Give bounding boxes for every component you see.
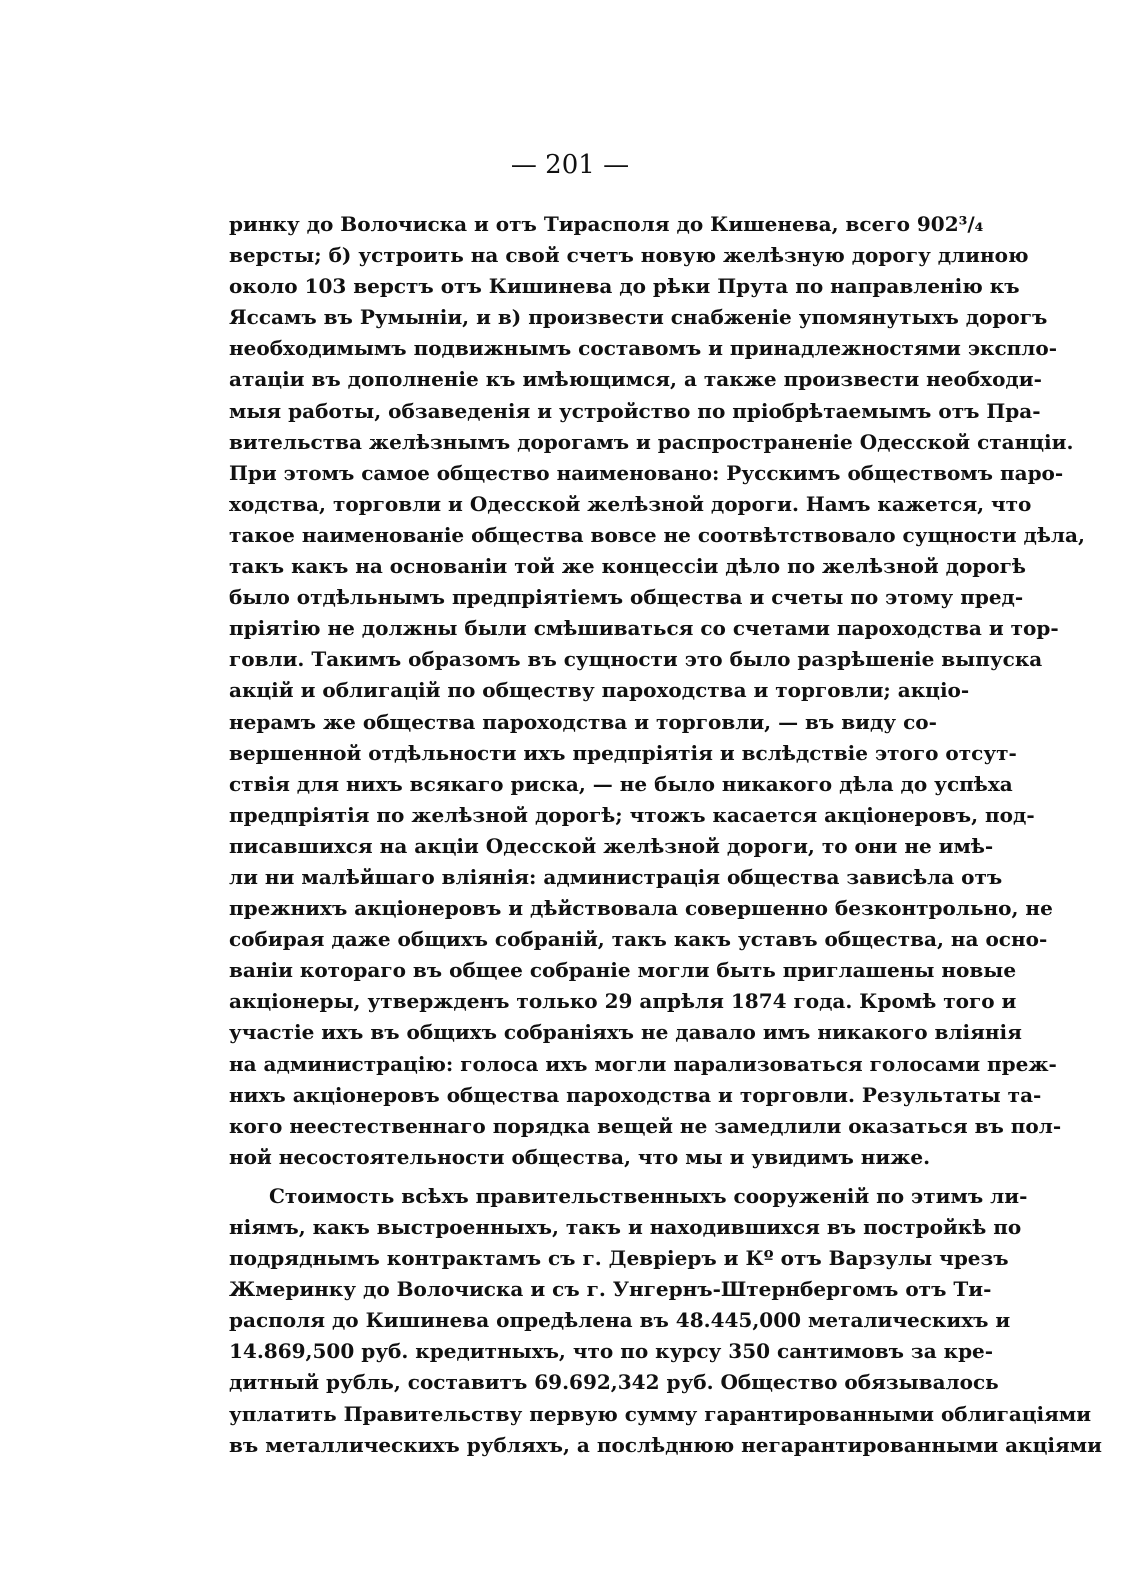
text-line: дитный рубль, составитъ 69.692,342 руб. Общество обязывалось — [229, 1370, 999, 1395]
text-line: кого неестественнаго порядка вещей не замедлили оказаться въ пол- — [229, 1113, 1062, 1138]
text-line: акціонеры, утвержденъ только 29 апрѣля 1874 года. Кромѣ того и — [229, 989, 1017, 1014]
text-line: прежнихъ акціонеровъ и дѣйствовала совершенно безконтрольно, не — [229, 896, 1053, 921]
text-line: Жмеринку до Волочиска и съ г. Унгернъ-Штернбергомъ отъ Ти- — [229, 1277, 992, 1302]
text-line: около 103 верстъ отъ Кишинева до рѣки Прута по направленію къ — [229, 274, 1020, 299]
text-line: версты; б) устроить на свой счетъ новую желѣзную дорогу длиною — [229, 243, 1029, 268]
text-line: ніямъ, какъ выстроенныхъ, такъ и находившихся въ постройкѣ по — [229, 1215, 1022, 1239]
text-line: нерамъ же общества пароходства и торговли, — въ виду со- — [229, 709, 937, 734]
text-line: ринку до Волочиска и отъ Тирасполя до Кишенева, всего 902³/₄ — [229, 212, 984, 236]
paragraph — [229, 209, 1085, 1173]
text-line: атаціи въ дополненіе къ имѣющимся, а также произвести необходи- — [229, 367, 1042, 392]
text-line: Яссамъ въ Румыніи, и в) произвести снабженіе упомянутыхъ дорогъ — [229, 305, 1048, 330]
text-line: участіе ихъ въ общихъ собраніяхъ не давало имъ никакого вліянія — [229, 1020, 1022, 1045]
text-line: Стоимость всѣхъ правительственныхъ сооруженій по этимъ ли- — [269, 1183, 1028, 1208]
text-line: подряднымъ контрактамъ съ г. Девріеръ и Кº отъ Варзулы чрезъ — [229, 1246, 1009, 1271]
text-line: ходства, торговли и Одесской желѣзной дороги. Намъ кажется, что — [229, 491, 1032, 516]
text-line: собирая даже общихъ собраній, такъ какъ уставъ общества, на осно- — [229, 927, 1048, 952]
text-line: предпріятія по желѣзной дорогѣ; чтожъ касается акціонеровъ, под- — [229, 802, 1035, 827]
text-line: мыя работы, обзаведенія и устройство по пріобрѣтаемымъ отъ Пра- — [229, 398, 1041, 423]
paragraph — [229, 1181, 1102, 1461]
text-line: писавшихся на акціи Одесской желѣзной дороги, то они не имѣ- — [229, 833, 994, 858]
page-number: — 201 — — [510, 150, 630, 180]
body-text — [229, 209, 1102, 1461]
text-line: акцій и облигацій по обществу пароходства и торговли; акціо- — [229, 678, 970, 703]
text-line: вершенной отдѣльности ихъ предпріятія и вслѣдствіе этого отсут- — [229, 740, 1017, 765]
text-line: 14.869,500 руб. кредитныхъ, что по курсу 350 сантимовъ за кре- — [229, 1339, 994, 1364]
text-line: ствія для нихъ всякаго риска, — не было никакого дѣла до успѣха — [229, 771, 1013, 796]
text-line: ваніи котораго въ общее собраніе могли быть приглашены новые — [229, 958, 1017, 983]
text-line: говли. Такимъ образомъ въ сущности это было разрѣшеніе выпуска — [229, 647, 1043, 672]
text-line: ной несостоятельности общества, что мы и увидимъ ниже. — [229, 1144, 931, 1169]
text-line: такое наименованіе общества вовсе не соотвѣтствовало сущности дѣла, — [229, 522, 1085, 547]
text-line: ли ни малѣйшаго вліянія: администрація общества зависѣла отъ — [229, 864, 1003, 889]
text-line: пріятію не должны были смѣшиваться со счетами пароходства и тор- — [229, 616, 1059, 641]
text-line: уплатить Правительству первую сумму гарантированными облигаціями — [229, 1401, 1092, 1426]
paragraph-gap — [229, 1173, 897, 1181]
text-line: необходимымъ подвижнымъ составомъ и принадлежностями экспло- — [229, 336, 1058, 361]
text-line: было отдѣльнымъ предпріятіемъ общества и счеты по этому пред- — [229, 585, 1024, 610]
text-line: на администрацію: голоса ихъ могли парализоваться голосами преж- — [229, 1051, 1057, 1076]
text-line: располя до Кишинева опредѣлена въ 48.445,000 металическихъ и — [229, 1308, 1011, 1333]
text-line: такъ какъ на основаніи той же концессіи дѣло по желѣзной дорогѣ — [229, 554, 1026, 579]
text-line: вительства желѣзнымъ дорогамъ и распространеніе Одесской станціи. — [229, 429, 1074, 454]
text-line: При этомъ самое общество наименовано: Русскимъ обществомъ паро- — [229, 460, 1064, 485]
text-line: въ металлическихъ рубляхъ, а послѣднюю негарантированными акціями — [229, 1432, 1102, 1457]
text-line: нихъ акціонеровъ общества пароходства и торговли. Результаты та- — [229, 1082, 1042, 1107]
